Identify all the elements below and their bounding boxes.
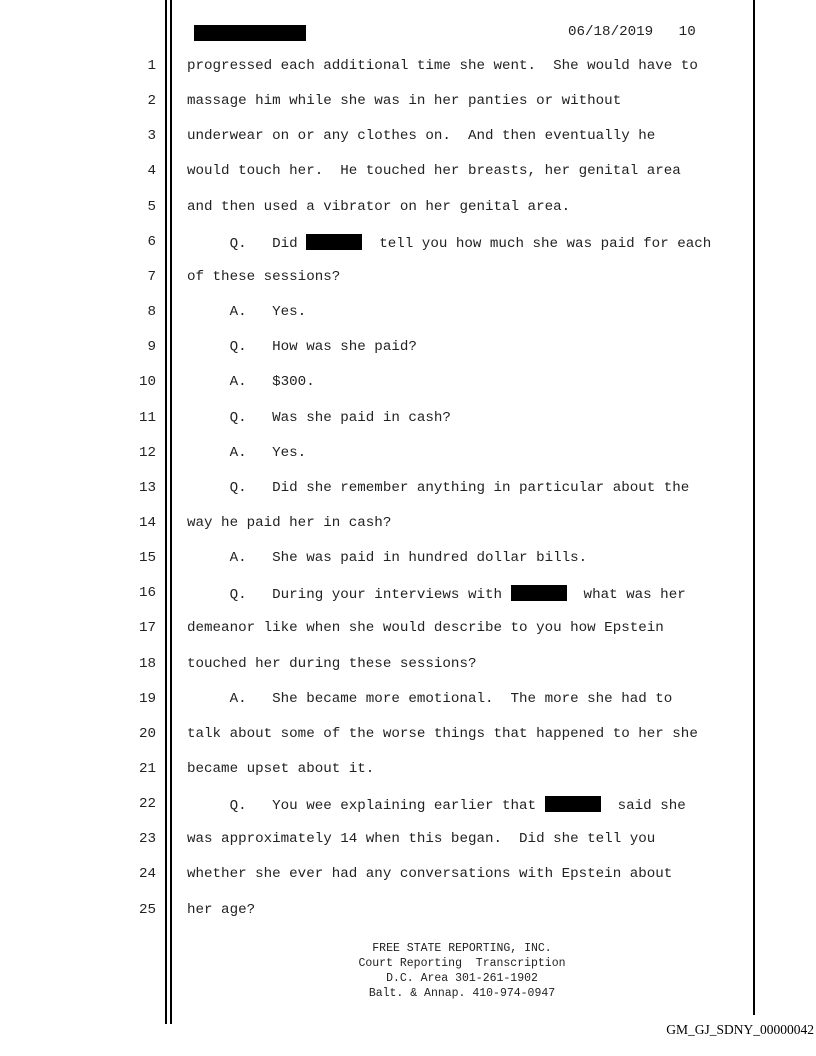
line-number: 15: [138, 550, 156, 567]
transcript-line: [187, 374, 315, 390]
line-number: 11: [138, 409, 156, 426]
line-text-segment: progressed each additional time she went. She would have to: [187, 58, 698, 74]
line-text-segment: Q. During your interviews with: [187, 587, 511, 604]
transcript-line: [187, 866, 672, 882]
line-number: 20: [138, 725, 156, 742]
transcript-line: [187, 269, 340, 285]
transcript-line: [187, 761, 374, 777]
line-text-segment: was approximately 14 when this began. Did she tell you: [187, 831, 656, 848]
transcript-line: [187, 691, 672, 707]
line-number: 12: [138, 444, 156, 461]
line-text-segment: Q. Did: [187, 235, 307, 252]
line-number: 19: [138, 690, 156, 707]
line-number: 10: [138, 374, 156, 391]
transcript-line: [187, 902, 255, 918]
right-margin-rule: [753, 0, 755, 1015]
transcript-line: [187, 128, 655, 144]
footer-line-service: Court Reporting Transcription: [358, 957, 566, 970]
transcript-line: [187, 199, 570, 215]
redaction-box: [511, 585, 567, 601]
line-number: 25: [138, 901, 156, 918]
line-text-segment: talk about some of the worse things that happened to her she: [187, 725, 698, 742]
line-text-segment: massage him while she was in her panties or without: [187, 93, 622, 110]
left-margin-rule-outer: [165, 0, 167, 1024]
left-margin-rule-inner: [170, 0, 172, 1024]
line-number: 18: [138, 655, 156, 672]
transcript-line: [187, 234, 711, 252]
transcript-line: [187, 445, 306, 461]
transcript-line: [187, 656, 476, 672]
line-text-segment: tell you how much she was paid for each: [362, 235, 712, 252]
court-reporter-footer: [302, 941, 622, 1001]
line-number: 23: [138, 831, 156, 848]
line-number: 24: [138, 866, 156, 883]
transcript-line: [187, 620, 664, 636]
footer-line-balt-phone: Balt. & Annap. 410-974-0947: [368, 987, 556, 1000]
redaction-box: [306, 234, 362, 250]
line-text-segment: way he paid her in cash?: [187, 514, 392, 531]
line-number: 9: [147, 339, 156, 356]
line-text-segment: A. Yes.: [187, 304, 307, 321]
footer-line-dc-phone: D.C. Area 301-261-1902: [386, 972, 538, 985]
line-number: 5: [147, 198, 156, 215]
line-text-segment: Q. Did she remember anything in particular about the: [187, 479, 690, 496]
line-number: 3: [147, 128, 156, 145]
transcript-line: [187, 585, 686, 603]
line-number: 4: [147, 163, 156, 180]
transcript-line: [187, 93, 621, 109]
line-number: 17: [138, 620, 156, 637]
line-text-segment: Q. Was she paid in cash?: [187, 409, 451, 426]
transcript-line: [187, 831, 655, 847]
line-number: 7: [147, 268, 156, 285]
transcript-line: [187, 515, 391, 531]
footer-line-company: FREE STATE REPORTING, INC.: [372, 942, 552, 955]
line-text-segment: would touch her. He touched her breasts, her genital area: [187, 163, 681, 180]
redaction-box: [545, 796, 601, 812]
line-text-segment: touched her during these sessions?: [187, 655, 477, 672]
line-text-segment: said she: [600, 798, 686, 815]
transcript-line: [187, 163, 681, 179]
line-number: 8: [147, 304, 156, 321]
line-text-segment: what was her: [566, 587, 686, 604]
line-text-segment: Q. How was she paid?: [187, 339, 417, 356]
line-number: 22: [138, 796, 156, 813]
line-number: 16: [138, 585, 156, 602]
transcript-line: [187, 550, 587, 566]
line-number: 1: [147, 58, 156, 74]
transcript-line: [187, 726, 698, 742]
line-text-segment: of these sessions?: [187, 268, 341, 285]
line-text-segment: demeanor like when she would describe to you how Epstein: [187, 620, 664, 637]
line-text-segment: became upset about it.: [187, 761, 375, 777]
line-text-segment: her age?: [187, 901, 256, 918]
line-text-segment: A. She was paid in hundred dollar bills.: [187, 550, 588, 567]
transcript-line: [187, 339, 417, 355]
line-number: 13: [138, 479, 156, 496]
header-date-page: 06/18/2019 10: [568, 24, 696, 40]
transcript-line: [187, 58, 698, 74]
line-text-segment: A. She became more emotional. The more she had to: [187, 690, 673, 707]
line-text-segment: A. $300.: [187, 374, 315, 391]
line-text-segment: underwear on or any clothes on. And then eventually he: [187, 128, 656, 145]
line-text-segment: whether she ever had any conversations with Epstein about: [187, 866, 673, 883]
line-text-segment: Q. You wee explaining earlier that: [187, 798, 545, 815]
line-number: 14: [138, 514, 156, 531]
line-number: 2: [147, 93, 156, 110]
transcript-line: [187, 410, 451, 426]
line-number: 21: [138, 761, 156, 777]
line-text-segment: A. Yes.: [187, 444, 307, 461]
bates-number: GM_GJ_SDNY_00000042: [666, 1022, 814, 1037]
line-text-segment: and then used a vibrator on her genital area.: [187, 198, 571, 215]
transcript-line: [187, 304, 306, 320]
line-number: 6: [147, 233, 156, 250]
header-redaction: [194, 25, 306, 41]
transcript-line: [187, 796, 686, 814]
transcript-line: [187, 480, 689, 496]
